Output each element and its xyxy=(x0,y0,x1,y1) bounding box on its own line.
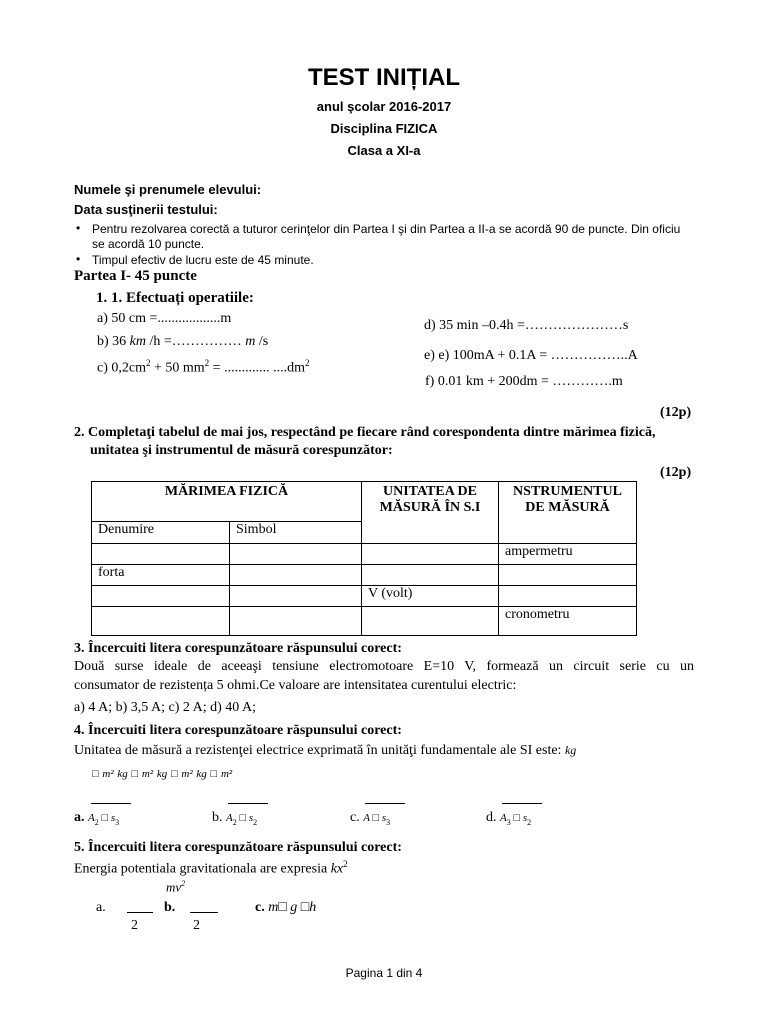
q1-item-d: d) 35 min –0.4h =…………………s xyxy=(424,318,629,333)
q5-statement: Energia potentiala gravitationala are expresia $kx^2$ xyxy=(74,859,348,877)
q5-option-a[interactable]: a. xyxy=(96,900,106,915)
fraction-bar xyxy=(91,803,131,804)
q1-item-a: a) 50 cm =..................m xyxy=(97,311,232,326)
cell-symbol[interactable] xyxy=(230,607,362,636)
q5-option-c[interactable]: c. m□ g □h xyxy=(255,900,317,915)
q4-option-c[interactable]: c. A □ $s_3$ xyxy=(350,810,391,827)
cell-symbol[interactable] xyxy=(230,565,362,586)
q5-numerator-mv: $mv^2$ xyxy=(166,879,186,895)
cell-symbol[interactable] xyxy=(230,586,362,607)
header-quantity: MĂRIMEA FIZICĂ xyxy=(92,482,362,522)
cell-name[interactable] xyxy=(92,544,230,565)
cell-instrument[interactable] xyxy=(499,565,637,586)
q3-text-line-2: consumator de rezistența 5 ohmi.Ce valoare are intensitatea curentului electric: xyxy=(74,678,517,693)
q2-title-line-1: 2. Completaţi tabelul de mai jos, respectând pe fiecare rând corespondenta dintre mărimea fizică, xyxy=(74,425,656,440)
q5-option-b[interactable]: b. xyxy=(164,900,176,915)
cell-name[interactable] xyxy=(92,607,230,636)
q1-title: 1. 1. Efectuați operatiile: xyxy=(96,290,254,306)
fraction-bar xyxy=(127,912,153,913)
discipline: Disciplina FIZICA xyxy=(330,121,438,136)
q3-options[interactable]: a) 4 A; b) 3,5 A; c) 2 A; d) 40 A; xyxy=(74,700,256,715)
fraction-bar xyxy=(365,803,405,804)
table-row xyxy=(92,544,637,565)
measurement-table xyxy=(91,481,637,636)
header-unit: UNITATEA DE MĂSURĂ ÎN S.I xyxy=(362,482,499,544)
q1-item-f: f) 0.01 km + 200dm = ………….m xyxy=(425,374,623,389)
subheader-name: Denumire xyxy=(92,522,230,544)
cell-unit[interactable] xyxy=(362,544,499,565)
bullet-icon: • xyxy=(76,221,81,235)
cell-name[interactable]: forta xyxy=(92,565,230,586)
part1-title: Partea I- 45 puncte xyxy=(74,268,197,284)
cell-instrument[interactable]: cronometru xyxy=(499,607,637,636)
q2-points: (12p) xyxy=(660,465,692,480)
page-number: Pagina 1 din 4 xyxy=(345,966,423,980)
page-title: TEST INIȚIAL xyxy=(308,64,460,91)
q5-denominator-a: 2 xyxy=(131,918,138,933)
q4-title: 4. Încercuiti litera corespunzătoare răspunsului corect: xyxy=(74,723,402,738)
q4-option-b[interactable]: b. $A_2$ □ $s_2$ xyxy=(212,810,258,827)
fraction-bar xyxy=(228,803,268,804)
q1-item-e: e) e) 100mA + 0.1A = ……………..A xyxy=(424,348,638,363)
table-row xyxy=(92,586,637,607)
test-date-label: Data susţinerii testului: xyxy=(74,202,218,217)
table-row xyxy=(92,607,637,636)
q4-statement: Unitatea de măsură a rezistenţei electrice exprimată în unităţi fundamentale ale SI este: kg xyxy=(74,743,577,758)
table-row xyxy=(92,565,637,586)
subheader-symbol: Simbol xyxy=(230,522,362,544)
cell-unit[interactable]: V (volt) xyxy=(362,586,499,607)
q5-title: 5. Încercuiti litera corespunzătoare răspunsului corect: xyxy=(74,840,402,855)
q4-option-d[interactable]: d. $A_3$ □ $s_2$ xyxy=(486,810,532,827)
cell-instrument[interactable]: ampermetru xyxy=(499,544,637,565)
q4-numerators: □ m² kg □ m² kg □ m² kg □ m² xyxy=(92,768,233,780)
cell-symbol[interactable] xyxy=(230,544,362,565)
q5-denominator-b: 2 xyxy=(193,918,200,933)
cell-name[interactable] xyxy=(92,586,230,607)
student-name-label: Numele şi prenumele elevului: xyxy=(74,182,262,197)
q2-title-line-2: unitatea şi instrumentul de măsură corespunzător: xyxy=(90,443,393,458)
q3-title: 3. Încercuiti litera corespunzătoare răspunsului corect: xyxy=(74,641,402,656)
fraction-bar xyxy=(502,803,542,804)
class-label: Clasa a XI-a xyxy=(347,143,421,158)
fraction-bar xyxy=(190,912,218,913)
cell-unit[interactable] xyxy=(362,607,499,636)
q1-points: (12p) xyxy=(660,405,692,420)
cell-instrument[interactable] xyxy=(499,586,637,607)
instruction-1-line-2: se acordă 10 puncte. xyxy=(92,237,205,251)
q1-item-c: c) $0,2cm^2 + 50$ $mm^2$ = ............. $....dm^2$ xyxy=(97,358,310,376)
q3-text-line-1: Două surse ideale de aceeaşi tensiune electromotoare E=10 V, formează un circuit serie cu un xyxy=(74,659,694,674)
school-year: anul şcolar 2016-2017 xyxy=(316,99,452,114)
cell-unit[interactable] xyxy=(362,565,499,586)
instruction-1-line-1: Pentru rezolvarea corectă a tuturor cerinţelor din Partea I şi din Partea a II-a se acordă 90 de puncte. Din oficiu xyxy=(92,222,681,236)
q1-item-b: b) 36 km /h =…………… m /s xyxy=(97,334,269,349)
instruction-2: Timpul efectiv de lucru este de 45 minute. xyxy=(92,253,314,267)
q4-option-a[interactable]: a. $A_2$ □ $s_3$ xyxy=(74,810,120,827)
bullet-icon: • xyxy=(76,252,81,266)
header-instrument: NSTRUMENTUL DE MĂSURĂ xyxy=(499,482,637,544)
